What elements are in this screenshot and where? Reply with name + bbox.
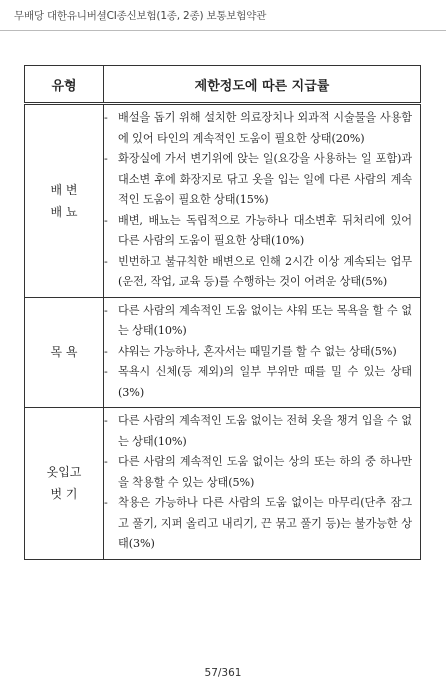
list-item [104,301,412,342]
category-line: 배 뇨 [50,204,78,219]
category-dressing [25,408,104,560]
bullet-dash: - [104,254,108,268]
list-item [104,211,412,252]
rate-description-cell [104,104,421,298]
bullet-dash: - [104,455,108,468]
bullet-dash: - [104,344,108,358]
page-number: 57/361 [204,667,242,679]
item-text: 샤워는 가능하나, 혼자서는 때밀기를 할 수 없는 상태(5%) [118,344,397,358]
list-item [104,452,412,493]
column-header-rate: 제한정도에 따른 지급률 [104,66,421,104]
category-line: 벗 기 [50,487,78,502]
table-row-excretion [25,104,421,298]
table-row-bathing [25,297,421,408]
item-text: 다른 사람의 계속적인 도움 없이는 샤워 또는 목욕을 할 수 없는 상태(10%) [118,303,412,337]
category-line: 배 변 [50,182,78,197]
document-header: 무배당 대한유니버셜CI종신보험(1종, 2종) 보통보험약관 [14,10,267,22]
bullet-dash: - [104,111,108,124]
list-item [104,362,412,403]
category-line: 목 욕 [50,345,78,360]
item-text: 목욕시 신체(등 제외)의 일부 부위만 때를 밀 수 있는 상태(3%) [118,365,412,399]
category-excretion [25,104,104,298]
item-text: 배설을 돕기 위해 설치한 의료장치나 외과적 시술물을 사용함에 있어 타인의 계속적인 도움이 필요한 상태(20%) [118,111,412,145]
bullet-dash: - [104,213,108,227]
rate-description-cell [104,408,421,560]
list-item [104,149,412,211]
list-item [104,411,412,452]
item-text: 다른 사람의 계속적인 도움 없이는 상의 또는 하의 중 하나만을 착용할 수 있는 상태(5%) [118,455,413,489]
list-item [104,493,412,555]
category-line: 옷입고 [46,465,82,480]
item-text: 배변, 배뇨는 독립적으로 가능하나 대소변후 뒤처리에 있어 다른 사람의 도움이 필요한 상태(10%) [118,213,412,247]
item-text: 다른 사람의 계속적인 도움 없이는 전혀 옷을 챙겨 입을 수 없는 상태(10%) [118,414,412,448]
bullet-dash: - [104,152,108,165]
item-text: 빈번하고 불규칙한 배변으로 인해 2시간 이상 계속되는 업무(운전, 작업, 교육 등)를 수행하는 것이 어려운 상태(5%) [118,254,412,288]
header-divider [0,30,446,31]
category-bathing [25,297,104,408]
item-text: 화장실에 가서 변기위에 앉는 일(요강을 사용하는 일 포함)과 대소변 후에 화장지로 닦고 옷을 입는 일에 다른 사람의 계속적인 도움이 필요한 상태(15%) [118,152,412,206]
payout-rate-table [24,65,421,560]
bullet-dash: - [104,496,108,509]
bullet-dash: - [104,414,108,427]
rate-description-cell [104,297,421,408]
table-header-row [25,66,421,104]
column-header-type: 유형 [25,66,104,104]
list-item [104,342,412,363]
bullet-dash: - [104,303,108,317]
table-row-dressing [25,408,421,560]
item-text: 착용은 가능하나 다른 사람의 도움 없이는 마무리(단추 잠그고 풀기, 지퍼 올리고 내리기, 끈 묶고 풀기 등)는 불가능한 상태(3%) [118,496,412,550]
bullet-dash: - [104,365,108,378]
list-item [104,252,412,293]
list-item [104,108,412,149]
